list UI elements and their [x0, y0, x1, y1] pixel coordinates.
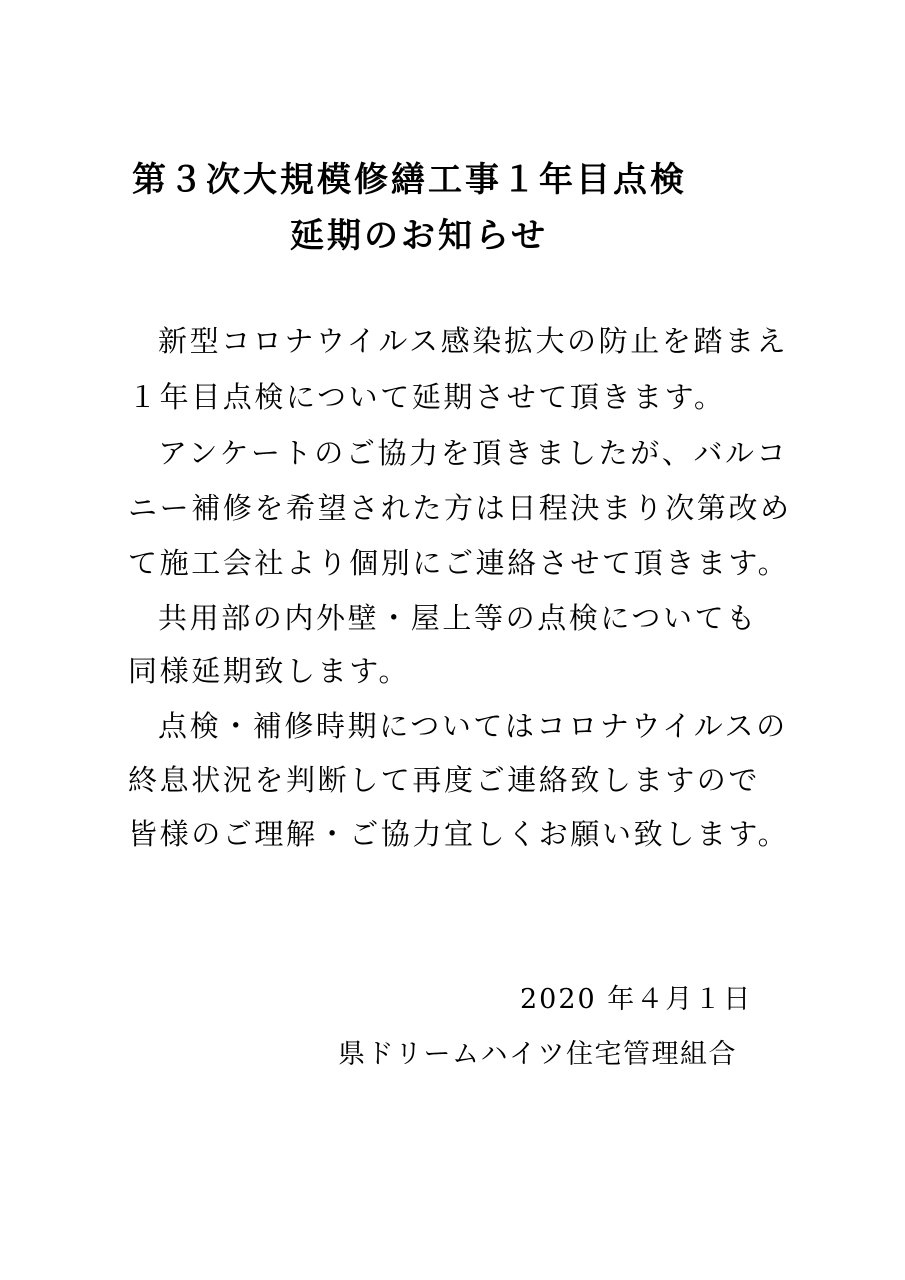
paragraph-1-line-2: １年目点検について延期させて頂きます。 — [128, 380, 726, 414]
paragraph-3-line-2: 同様延期致します。 — [128, 654, 411, 688]
paragraph-4-line-3: 皆様のご理解・ご協力宜しくお願い致します。 — [128, 817, 790, 851]
paragraph-2-line-1: アンケートのご協力を頂きましたが、バルコ — [158, 436, 789, 470]
paragraph-1-line-1: 新型コロナウイルス感染拡大の防止を踏まえ — [158, 324, 789, 358]
paragraph-3-line-1: 共用部の内外壁・屋上等の点検についても — [158, 601, 758, 635]
notice-title-line-2: 延期のお知らせ — [290, 216, 548, 256]
notice-date: 2020 年４月１日 — [520, 984, 753, 1015]
paragraph-2-line-2: ニー補修を希望された方は日程決まり次第改め — [128, 491, 792, 525]
paragraph-2-line-3: て施工会社より個別にご連絡させて頂きます。 — [128, 546, 790, 580]
paragraph-4-line-1: 点検・補修時期についてはコロナウイルスの — [158, 709, 788, 743]
notice-title-line-1: 第３次大規模修繕工事１年目点検 — [132, 160, 687, 200]
paragraph-4-line-2: 終息状況を判断して再度ご連絡致しますので — [128, 763, 761, 797]
issuing-organization: 県ドリームハイツ住宅管理組合 — [338, 1039, 737, 1070]
